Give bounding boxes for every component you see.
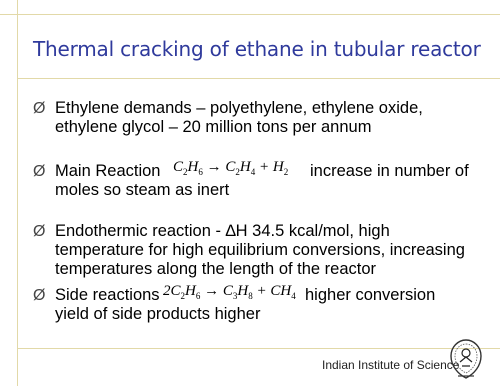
bullet-text-line: yield of side products higher <box>55 305 261 323</box>
bullet-text-line: Ethylene demands – polyethylene, ethylene oxide, <box>55 99 423 117</box>
bullet-marker: Ø <box>33 287 46 304</box>
bullet-text-line: higher conversion <box>305 286 436 304</box>
left-border-line <box>17 0 18 386</box>
bullet-marker: Ø <box>33 100 46 117</box>
bullet-text-line: Endothermic reaction - ∆H 34.5 kcal/mol, high <box>55 222 390 240</box>
side-reaction-equation: $2C_2H_6 \to C_3H_8 + CH_4$ <box>163 283 296 301</box>
bullet-marker: Ø <box>33 223 46 240</box>
bullet-text-line: increase in number of <box>310 162 469 180</box>
footer-institution: Indian Institute of Science <box>322 358 460 372</box>
bullet-text-line: Side reactions <box>55 286 160 304</box>
main-reaction-equation: $C_2H_6 \to C_2H_4 + H_2$ <box>173 159 289 177</box>
footer-divider <box>17 348 500 349</box>
bullet-text-line: ethylene glycol – 20 million tons per annum <box>55 118 372 136</box>
title-divider <box>17 78 500 79</box>
iisc-emblem-icon <box>446 338 486 380</box>
bullet-text-line: temperatures along the length of the reactor <box>55 260 377 278</box>
bullet-text-line: temperature for high equilibrium conversions, increasing <box>55 241 465 259</box>
bullet-text-line: Main Reaction <box>55 162 161 180</box>
slide-title: Thermal cracking of ethane in tubular reactor <box>33 37 481 61</box>
bullet-text-line: moles so steam as inert <box>55 181 230 199</box>
bullet-marker: Ø <box>33 163 46 180</box>
top-border-line <box>0 14 500 15</box>
